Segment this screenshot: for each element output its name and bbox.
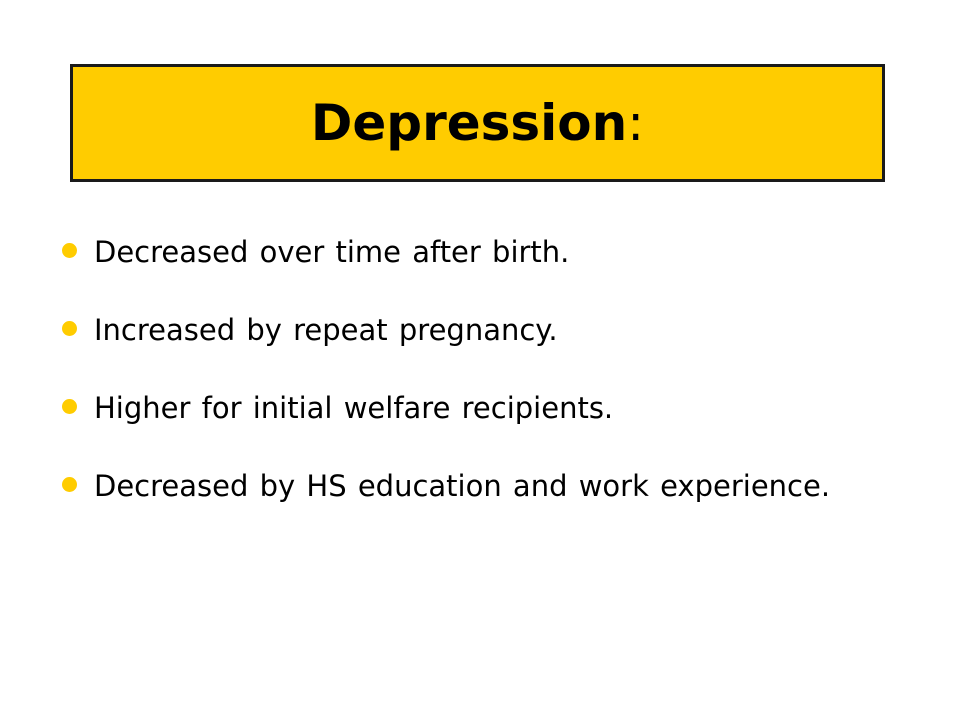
slide-title-main: Depression (310, 94, 628, 152)
title-banner (70, 64, 885, 182)
bullet-item (62, 390, 830, 426)
bullet-item (62, 234, 830, 270)
bullet-item (62, 468, 830, 504)
bullet-text: Increased by repeat pregnancy. (94, 313, 558, 347)
bullet-dot-icon (62, 477, 77, 492)
bullet-text: Higher for initial welfare recipients. (94, 391, 614, 425)
bullet-dot-icon (62, 321, 77, 336)
bullet-item (62, 312, 830, 348)
slide-title-colon: : (627, 94, 645, 152)
bullet-dot-icon (62, 243, 77, 258)
bullet-text: Decreased by HS education and work experience. (94, 469, 831, 503)
slide-title (310, 94, 645, 152)
bullet-dot-icon (62, 399, 77, 414)
bullet-text: Decreased over time after birth. (94, 235, 570, 269)
bullet-list (62, 234, 830, 546)
